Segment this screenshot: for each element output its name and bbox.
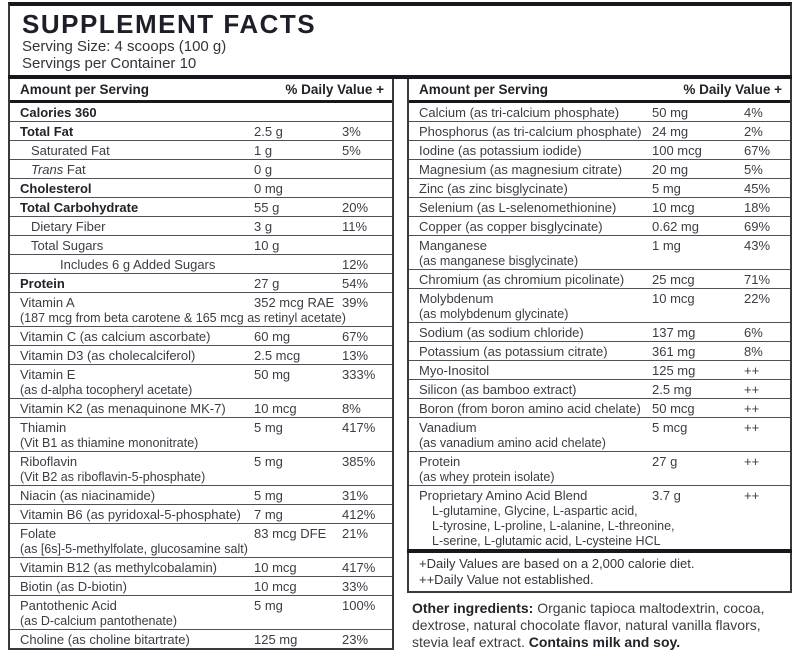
daily-value-header: % Daily Value + [285,82,384,97]
label-body [8,2,792,651]
nutrient-row-line [419,325,784,340]
nutrient-row [409,380,790,399]
nutrient-daily-value: 4% [744,104,763,120]
nutrient-amount: 352 mcg RAE [254,294,335,310]
nutrient-row-line [419,124,784,139]
nutrient-daily-value: 12% [342,256,369,272]
nutrient-amount: 20 mg [652,161,689,177]
nutrient-row-line [419,238,784,253]
servings-per-container: Servings per Container 10 [22,55,197,72]
nutrient-row-line [419,219,784,234]
nutrient-subtext: (Vit B1 as thiamine mononitrate) [20,435,199,450]
nutrient-daily-value: 39% [342,294,369,310]
nutrient-row-line [419,488,784,503]
nutrient-daily-value: 333% [342,366,376,382]
nutrient-row-line [20,295,386,310]
nutrient-row [409,103,790,122]
nutrient-name: Silicon (as bamboo extract) [419,381,577,397]
nutrient-row-line [419,291,784,306]
nutrient-amount: 125 mg [254,631,298,647]
nutrient-amount: 3 g [254,218,273,234]
nutrient-daily-value: ++ [744,487,760,503]
nutrient-subtext: (as whey protein isolate) [419,469,555,484]
nutrient-row-line [20,329,386,344]
nutrient-daily-value: 18% [744,199,771,215]
nutrient-name: Niacin (as niacinamide) [20,487,156,503]
nutrient-amount: 83 mcg DFE [254,525,327,541]
nutrient-row [409,236,790,270]
nutrient-amount: 27 g [254,275,280,291]
nutrient-amount: 5 mcg [652,419,688,435]
nutrient-amount: 0.62 mg [652,218,699,234]
nutrient-daily-value: 67% [342,328,369,344]
nutrient-name: Includes 6 g Added Sugars [60,256,216,272]
nutrient-subtext: L-tyrosine, L-proline, L-alanine, L-threonine, [432,518,675,533]
nutrient-row-line [20,507,386,522]
nutrient-name: Calories 360 [20,104,97,120]
nutrient-row [10,179,392,198]
nutrient-row-line [20,143,386,158]
nutrient-amount: 1 mg [652,237,681,253]
nutrient-name: Molybdenum [419,290,494,306]
nutrient-amount: 10 mcg [254,400,297,416]
nutrient-amount: 55 g [254,199,280,215]
nutrient-daily-value: 2% [744,123,763,139]
nutrient-amount: 7 mg [254,506,283,522]
nutrient-row [409,141,790,160]
right-table-header [409,79,790,103]
nutrient-name: Vitamin K2 (as menaquinone MK-7) [20,400,226,416]
nutrient-amount: 5 mg [254,453,283,469]
left-table-header [10,79,392,103]
nutrient-name: Vitamin B12 (as methylcobalamin) [20,559,218,575]
nutrient-row [10,236,392,255]
nutrient-name: Zinc (as zinc bisglycinate) [419,180,568,196]
nutrient-name: Pantothenic Acid [20,597,117,613]
nutrient-amount: 1 g [254,142,273,158]
nutrient-subtext: (as molybdenum glycinate) [419,306,569,321]
nutrient-name: Phosphorus (as tri-calcium phosphate) [419,123,642,139]
nutrient-row [409,289,790,323]
left-column-table [8,79,394,650]
nutrient-row-line [20,401,386,416]
nutrient-name: Protein [20,275,65,291]
nutrient-daily-value: 417% [342,419,376,435]
nutrient-daily-value: 11% [342,218,368,234]
nutrient-amount: 60 mg [254,328,291,344]
page-title: SUPPLEMENT FACTS [22,9,317,39]
nutrient-amount: 2.5 g [254,123,283,139]
columns [8,79,792,651]
nutrient-row [10,452,392,486]
nutrient-row [10,103,392,122]
right-column [407,79,792,651]
nutrient-daily-value: 13% [342,347,369,363]
nutrient-name: Protein [419,453,461,469]
nutrient-name: Saturated Fat [31,142,110,158]
nutrient-row [409,418,790,452]
nutrient-daily-value: ++ [744,400,760,416]
nutrient-name: Sodium (as sodium chloride) [419,324,584,340]
nutrient-daily-value: 417% [342,559,376,575]
nutrient-daily-value: 21% [342,525,369,541]
nutrient-row-line [20,598,386,613]
nutrient-row [409,486,790,549]
nutrient-daily-value: ++ [744,419,760,435]
nutrient-row [409,198,790,217]
nutrient-daily-value: ++ [744,381,760,397]
nutrient-row-line [20,105,386,120]
nutrient-daily-value: 6% [744,324,763,340]
nutrient-daily-value [342,181,386,196]
nutrient-subtext: (as vanadium amino acid chelate) [419,435,606,450]
nutrient-amount: 50 mcg [652,400,695,416]
nutrient-amount [254,257,342,272]
nutrient-name: Myo-Inositol [419,362,490,378]
daily-value-header: % Daily Value + [683,82,782,97]
nutrient-row [10,274,392,293]
nutrient-daily-value: 8% [342,400,361,416]
nutrient-name: Manganese [419,237,487,253]
nutrient-daily-value: ++ [744,362,760,378]
nutrient-row-line [20,579,386,594]
nutrient-row [10,160,392,179]
nutrient-daily-value: 43% [744,237,771,253]
nutrient-row [10,577,392,596]
ingredients-bold-text: Contains milk and soy. [528,634,681,650]
nutrient-row-line [20,219,386,234]
nutrient-name: Trans Fat [31,161,86,177]
nutrient-daily-value: 5% [744,161,763,177]
nutrient-name: Selenium (as L-selenomethionine) [419,199,617,215]
nutrient-row [409,270,790,289]
nutrient-row [10,255,392,274]
ingredients-text: Organic tapioca maltodextrin, cocoa, dextrose, natural chocolate flavor, natural vanilla flavors, stevia leaf extract. [412,600,765,650]
nutrient-amount: 5 mg [254,487,283,503]
nutrient-daily-value: 3% [342,123,361,139]
nutrient-row [10,558,392,577]
nutrient-row [409,179,790,198]
nutrient-row-line [20,454,386,469]
nutrient-subtext: (as D-calcium pantothenate) [20,613,178,628]
nutrient-row [10,293,392,327]
nutrient-row-line [419,162,784,177]
nutrient-amount: 10 mcg [652,290,695,306]
footnote-line: ++Daily Value not established. [419,571,594,587]
nutrient-row [10,346,392,365]
nutrient-row-line [20,526,386,541]
nutrient-name: Total Sugars [31,237,104,253]
nutrient-amount: 3.7 g [652,487,681,503]
nutrient-row [409,361,790,380]
nutrient-row-line [20,420,386,435]
nutrient-amount: 5 mg [652,180,681,196]
nutrient-row-line [419,382,784,397]
nutrient-amount: 10 g [254,237,280,253]
nutrient-name: Biotin (as D-biotin) [20,578,127,594]
nutrient-row-line [419,272,784,287]
nutrient-row [10,217,392,236]
nutrient-name: Calcium (as tri-calcium phosphate) [419,104,620,120]
nutrient-row-line [20,488,386,503]
nutrient-row [409,217,790,236]
footnote-line: +Daily Values are based on a 2,000 calorie diet. [419,556,695,571]
nutrient-row-line [20,257,386,272]
left-rows [10,103,392,648]
nutrient-amount: 10 mcg [254,578,297,594]
nutrient-row-line [419,143,784,158]
nutrient-name: Vitamin C (as calcium ascorbate) [20,328,211,344]
nutrient-amount: 25 mcg [652,271,695,287]
right-rows [409,103,790,549]
nutrient-row [10,524,392,558]
serving-size: Serving Size: 4 scoops (100 g) [22,38,227,55]
nutrient-daily-value: 31% [342,487,369,503]
ingredients-bold-text: Other ingredients: [412,600,538,616]
nutrient-name: Folate [20,525,57,541]
nutrient-amount: 10 mcg [652,199,695,215]
daily-value-footnotes [407,553,792,593]
nutrient-row [10,365,392,399]
nutrient-daily-value [342,162,386,177]
nutrient-row-line [20,238,386,253]
nutrient-amount: 5 mg [254,419,283,435]
nutrient-row [10,327,392,346]
nutrient-daily-value: 54% [342,275,369,291]
nutrient-name: Choline (as choline bitartrate) [20,631,190,647]
nutrient-name: Copper (as copper bisglycinate) [419,218,603,234]
nutrient-subtext: (as manganese bisglycinate) [419,253,579,268]
nutrient-subtext: (187 mcg from beta carotene & 165 mcg as retinyl acetate) [20,310,346,325]
nutrient-amount: 2.5 mcg [254,347,301,363]
nutrient-row-line [419,454,784,469]
nutrient-name: Total Fat [20,123,74,139]
nutrient-row [10,198,392,217]
nutrient-row-line [419,401,784,416]
nutrient-amount: 50 mg [652,104,689,120]
nutrient-subtext: (as [6s]-5-methylfolate, glucosamine salt) [20,541,248,556]
nutrient-daily-value: 385% [342,453,376,469]
nutrient-name: Boron (from boron amino acid chelate) [419,400,641,416]
amount-per-serving-header: Amount per Serving [419,82,549,97]
nutrient-name: Total Carbohydrate [20,199,139,215]
nutrient-row-line [419,181,784,196]
nutrient-row [10,399,392,418]
nutrient-name: Magnesium (as magnesium citrate) [419,161,623,177]
nutrient-daily-value: 412% [342,506,376,522]
nutrient-daily-value [342,238,386,253]
nutrient-row [10,122,392,141]
nutrient-amount: 5 mg [254,597,283,613]
nutrient-name: Thiamin [20,419,67,435]
nutrient-daily-value: 71% [744,271,771,287]
nutrient-row-line [20,367,386,382]
nutrient-name: Riboflavin [20,453,78,469]
nutrient-row-line [20,124,386,139]
nutrient-name: Potassium (as potassium citrate) [419,343,608,359]
nutrient-amount: 0 mg [254,180,283,196]
nutrient-row [409,323,790,342]
nutrient-amount: 27 g [652,453,678,469]
nutrient-amount: 361 mg [652,343,696,359]
nutrient-name: Cholesterol [20,180,92,196]
nutrient-row-line [419,105,784,120]
nutrient-name: Vitamin D3 (as cholecalciferol) [20,347,196,363]
nutrient-row [409,342,790,361]
nutrient-row-line [20,348,386,363]
nutrient-row [409,399,790,418]
nutrient-row-line [20,200,386,215]
nutrient-name: Vitamin B6 (as pyridoxal-5-phosphate) [20,506,241,522]
nutrient-amount: 0 g [254,161,273,177]
nutrient-daily-value: 45% [744,180,771,196]
nutrient-daily-value: 22% [744,290,771,306]
nutrient-amount: 24 mg [652,123,689,139]
nutrient-daily-value: 33% [342,578,369,594]
nutrient-amount: 137 mg [652,324,696,340]
nutrient-name: Vitamin E [20,366,76,382]
nutrient-name: Vitamin A [20,294,75,310]
nutrient-name: Chromium (as chromium picolinate) [419,271,625,287]
nutrient-row-line [20,276,386,291]
nutrient-subtext: (Vit B2 as riboflavin-5-phosphate) [20,469,206,484]
nutrient-daily-value: 67% [744,142,771,158]
nutrient-subtext: (as d-alpha tocopheryl acetate) [20,382,193,397]
nutrient-row-line [419,344,784,359]
nutrient-subtext: L-serine, L-glutamic acid, L-cysteine HCL [432,533,661,548]
nutrient-amount: 2.5 mg [652,381,692,397]
nutrient-row-line [419,420,784,435]
nutrient-daily-value: 69% [744,218,771,234]
nutrient-row-line [20,162,386,177]
nutrient-daily-value: 5% [342,142,361,158]
nutrient-row-line [419,200,784,215]
nutrient-row [10,141,392,160]
nutrient-row [10,486,392,505]
nutrient-row [10,505,392,524]
label-header [8,2,792,75]
nutrient-row [10,596,392,630]
nutrient-amount: 10 mcg [254,559,297,575]
nutrient-name: Dietary Fiber [31,218,106,234]
nutrient-daily-value [342,105,386,120]
nutrient-row-line [419,363,784,378]
nutrient-daily-value: 100% [342,597,376,613]
nutrient-amount [254,105,342,120]
nutrient-amount: 125 mg [652,362,696,378]
amount-per-serving-header: Amount per Serving [20,82,150,97]
nutrient-row [409,160,790,179]
nutrient-name: Iodine (as potassium iodide) [419,142,582,158]
nutrient-daily-value: 20% [342,199,369,215]
other-ingredients [407,593,792,651]
nutrient-daily-value: 8% [744,343,763,359]
nutrient-daily-value: ++ [744,453,760,469]
nutrient-row [409,122,790,141]
nutrient-amount: 100 mcg [652,142,702,158]
nutrient-name: Proprietary Amino Acid Blend [419,487,588,503]
nutrient-amount: 50 mg [254,366,291,382]
nutrient-row-line [20,181,386,196]
nutrient-row-line [20,560,386,575]
right-column-table [407,79,792,549]
nutrient-row [409,452,790,486]
nutrient-subtext: L-glutamine, Glycine, L-aspartic acid, [432,503,638,518]
nutrient-row [10,418,392,452]
nutrient-name: Vanadium [419,419,477,435]
nutrient-row [10,630,392,648]
nutrient-row-line [20,632,386,647]
nutrient-daily-value: 23% [342,631,369,647]
